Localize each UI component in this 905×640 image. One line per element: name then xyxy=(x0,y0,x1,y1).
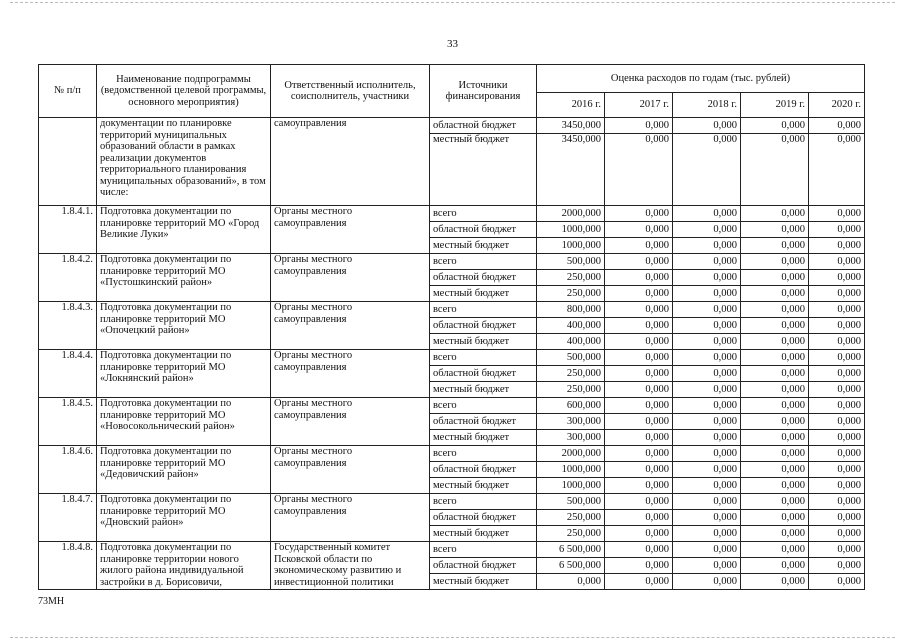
expense-value: 0,000 xyxy=(741,134,809,206)
expense-value: 0,000 xyxy=(673,350,741,366)
expense-value: 0,000 xyxy=(605,350,673,366)
header-sources: Источники финансирования xyxy=(430,65,537,118)
table-row xyxy=(39,302,865,318)
expense-value: 0,000 xyxy=(809,366,865,382)
expense-value: 0,000 xyxy=(673,430,741,446)
expense-value: 1000,000 xyxy=(537,462,605,478)
expense-value: 0,000 xyxy=(673,366,741,382)
expense-value: 0,000 xyxy=(673,134,741,206)
funding-source: всего xyxy=(430,542,537,558)
expense-value: 0,000 xyxy=(673,382,741,398)
expense-value: 0,000 xyxy=(673,318,741,334)
expense-value: 0,000 xyxy=(741,318,809,334)
funding-source: местный бюджет xyxy=(430,430,537,446)
expense-value: 250,000 xyxy=(537,382,605,398)
item-executor: Органы местного самоуправления xyxy=(271,446,430,494)
expense-value: 0,000 xyxy=(605,134,673,206)
expense-value: 0,000 xyxy=(605,494,673,510)
expense-value: 0,000 xyxy=(605,558,673,574)
funding-source: областной бюджет xyxy=(430,510,537,526)
expense-value: 3450,000 xyxy=(537,134,605,206)
expense-value: 0,000 xyxy=(605,286,673,302)
header-year: 2020 г. xyxy=(809,93,865,118)
expense-value: 0,000 xyxy=(741,366,809,382)
expense-value: 250,000 xyxy=(537,366,605,382)
table-row xyxy=(39,542,865,558)
expense-value: 0,000 xyxy=(605,414,673,430)
expense-value: 0,000 xyxy=(741,510,809,526)
expense-value: 0,000 xyxy=(605,478,673,494)
expense-value: 0,000 xyxy=(809,350,865,366)
expense-value: 0,000 xyxy=(673,494,741,510)
table-body xyxy=(39,118,865,590)
funding-source: областной бюджет xyxy=(430,558,537,574)
expense-value: 0,000 xyxy=(673,254,741,270)
expense-value: 0,000 xyxy=(673,558,741,574)
expense-value: 0,000 xyxy=(741,526,809,542)
table-row xyxy=(39,398,865,414)
item-name: Подготовка документации по планировке территорий МО «Новосокольнический район» xyxy=(97,398,271,446)
header-num: № п/п xyxy=(39,65,97,118)
expense-value: 0,000 xyxy=(741,382,809,398)
expense-value: 0,000 xyxy=(741,542,809,558)
expense-value: 0,000 xyxy=(809,134,865,206)
expense-value: 2000,000 xyxy=(537,446,605,462)
expense-value: 0,000 xyxy=(809,302,865,318)
funding-source: всего xyxy=(430,206,537,222)
expense-value: 0,000 xyxy=(809,430,865,446)
funding-source: местный бюджет xyxy=(430,478,537,494)
expense-value: 0,000 xyxy=(605,398,673,414)
item-executor: Государственный комитет Псковской области по экономическому развитию и инвестиционной политики xyxy=(271,542,430,590)
expense-value: 300,000 xyxy=(537,430,605,446)
expense-value: 250,000 xyxy=(537,510,605,526)
expense-value: 0,000 xyxy=(673,526,741,542)
scan-edge-bottom xyxy=(10,637,895,638)
funding-source: местный бюджет xyxy=(430,574,537,590)
item-name: Подготовка документации по планировке территорий МО «Город Великие Луки» xyxy=(97,206,271,254)
expense-value: 500,000 xyxy=(537,494,605,510)
expense-value: 0,000 xyxy=(673,206,741,222)
expense-value: 0,000 xyxy=(673,286,741,302)
expense-value: 0,000 xyxy=(605,254,673,270)
item-executor: Органы местного самоуправления xyxy=(271,254,430,302)
expense-value: 0,000 xyxy=(673,542,741,558)
item-executor: Органы местного самоуправления xyxy=(271,302,430,350)
table-row xyxy=(39,494,865,510)
expense-value: 0,000 xyxy=(673,270,741,286)
expense-value: 600,000 xyxy=(537,398,605,414)
expense-value: 0,000 xyxy=(673,118,741,134)
expense-value: 0,000 xyxy=(605,334,673,350)
expense-value: 0,000 xyxy=(605,302,673,318)
item-number: 1.8.4.6. xyxy=(39,446,97,494)
expense-value: 250,000 xyxy=(537,526,605,542)
expense-value: 0,000 xyxy=(673,574,741,590)
item-number: 1.8.4.8. xyxy=(39,542,97,590)
expense-value: 400,000 xyxy=(537,318,605,334)
expense-value: 0,000 xyxy=(809,446,865,462)
funding-source: местный бюджет xyxy=(430,238,537,254)
expense-value: 0,000 xyxy=(809,206,865,222)
funding-source: областной бюджет xyxy=(430,414,537,430)
expense-value: 0,000 xyxy=(605,430,673,446)
item-number: 1.8.4.1. xyxy=(39,206,97,254)
expense-value: 0,000 xyxy=(605,382,673,398)
expense-value: 0,000 xyxy=(809,462,865,478)
page-number: 33 xyxy=(447,38,458,50)
expense-value: 0,000 xyxy=(673,302,741,318)
expense-value: 0,000 xyxy=(809,542,865,558)
expense-value: 0,000 xyxy=(741,222,809,238)
funding-source: всего xyxy=(430,254,537,270)
header-year: 2019 г. xyxy=(741,93,809,118)
expense-value: 0,000 xyxy=(741,334,809,350)
funding-source: областной бюджет xyxy=(430,462,537,478)
expense-value: 0,000 xyxy=(741,414,809,430)
expense-value: 0,000 xyxy=(809,526,865,542)
item-executor: Органы местного самоуправления xyxy=(271,206,430,254)
expense-value: 0,000 xyxy=(809,382,865,398)
expense-value: 0,000 xyxy=(605,270,673,286)
expense-value: 0,000 xyxy=(741,478,809,494)
expense-value: 0,000 xyxy=(741,206,809,222)
item-name: документации по планировке территорий муниципальных образований области в рамках реализации документов территориального планирования муниципальных образований», в том числе: xyxy=(97,118,271,206)
item-name: Подготовка документации по планировке территорий МО «Дновский район» xyxy=(97,494,271,542)
expense-value: 0,000 xyxy=(741,558,809,574)
table-row xyxy=(39,254,865,270)
header-estimate: Оценка расходов по годам (тыс. рублей) xyxy=(537,65,865,93)
expense-value: 0,000 xyxy=(809,238,865,254)
funding-source: всего xyxy=(430,302,537,318)
expense-value: 300,000 xyxy=(537,414,605,430)
expense-value: 0,000 xyxy=(605,366,673,382)
expense-value: 3450,000 xyxy=(537,118,605,134)
header-year: 2016 г. xyxy=(537,93,605,118)
expense-value: 0,000 xyxy=(673,462,741,478)
expense-value: 0,000 xyxy=(605,318,673,334)
expense-value: 0,000 xyxy=(673,510,741,526)
expense-value: 0,000 xyxy=(809,334,865,350)
expense-value: 0,000 xyxy=(673,334,741,350)
expense-value: 0,000 xyxy=(605,118,673,134)
expense-value: 2000,000 xyxy=(537,206,605,222)
funding-source: всего xyxy=(430,350,537,366)
expense-value: 0,000 xyxy=(809,254,865,270)
expense-value: 0,000 xyxy=(673,222,741,238)
expense-value: 0,000 xyxy=(741,238,809,254)
expense-value: 500,000 xyxy=(537,350,605,366)
expense-value: 0,000 xyxy=(809,494,865,510)
item-number: 1.8.4.5. xyxy=(39,398,97,446)
expense-value: 0,000 xyxy=(741,350,809,366)
expenditure-table xyxy=(38,64,865,590)
expense-value: 0,000 xyxy=(605,222,673,238)
expense-value: 800,000 xyxy=(537,302,605,318)
expense-value: 0,000 xyxy=(741,118,809,134)
table-row xyxy=(39,446,865,462)
funding-source: местный бюджет xyxy=(430,134,537,206)
header-year: 2017 г. xyxy=(605,93,673,118)
item-name: Подготовка документации по планировке территорий МО «Локнянский район» xyxy=(97,350,271,398)
expense-value: 250,000 xyxy=(537,286,605,302)
expense-value: 0,000 xyxy=(741,462,809,478)
scan-edge-top xyxy=(10,2,895,3)
funding-source: всего xyxy=(430,494,537,510)
item-number xyxy=(39,118,97,206)
expense-value: 1000,000 xyxy=(537,222,605,238)
item-number: 1.8.4.3. xyxy=(39,302,97,350)
expense-value: 0,000 xyxy=(741,574,809,590)
expense-value: 0,000 xyxy=(741,254,809,270)
footer-code: 73МН xyxy=(38,596,65,607)
expense-value: 0,000 xyxy=(809,478,865,494)
item-executor: Органы местного самоуправления xyxy=(271,350,430,398)
funding-source: местный бюджет xyxy=(430,382,537,398)
table-row xyxy=(39,118,865,134)
item-number: 1.8.4.4. xyxy=(39,350,97,398)
expense-value: 0,000 xyxy=(809,222,865,238)
table-row xyxy=(39,206,865,222)
expense-value: 0,000 xyxy=(673,478,741,494)
item-name: Подготовка документации по планировке территорий МО «Дедовичский район» xyxy=(97,446,271,494)
table-row xyxy=(39,350,865,366)
funding-source: областной бюджет xyxy=(430,366,537,382)
expense-value: 0,000 xyxy=(741,270,809,286)
expense-value: 0,000 xyxy=(605,526,673,542)
expense-value: 0,000 xyxy=(605,510,673,526)
header-year: 2018 г. xyxy=(673,93,741,118)
expense-value: 6 500,000 xyxy=(537,542,605,558)
header-executor: Ответственный исполнитель, соисполнитель, участники xyxy=(271,65,430,118)
expense-value: 0,000 xyxy=(741,398,809,414)
expense-value: 0,000 xyxy=(605,574,673,590)
expense-value: 0,000 xyxy=(809,270,865,286)
item-number: 1.8.4.7. xyxy=(39,494,97,542)
expense-value: 0,000 xyxy=(809,118,865,134)
funding-source: местный бюджет xyxy=(430,334,537,350)
expense-value: 1000,000 xyxy=(537,238,605,254)
expense-value: 0,000 xyxy=(741,302,809,318)
funding-source: всего xyxy=(430,446,537,462)
expense-value: 0,000 xyxy=(809,414,865,430)
funding-source: местный бюджет xyxy=(430,526,537,542)
expense-value: 0,000 xyxy=(605,446,673,462)
expense-value: 0,000 xyxy=(809,318,865,334)
funding-source: местный бюджет xyxy=(430,286,537,302)
expense-value: 6 500,000 xyxy=(537,558,605,574)
expense-value: 0,000 xyxy=(809,398,865,414)
expense-value: 250,000 xyxy=(537,270,605,286)
funding-source: областной бюджет xyxy=(430,270,537,286)
expense-value: 0,000 xyxy=(537,574,605,590)
expense-value: 0,000 xyxy=(809,574,865,590)
header-name: Наименование подпрограммы (ведомственной целевой программы, основного мероприятия) xyxy=(97,65,271,118)
item-executor: самоуправления xyxy=(271,118,430,206)
item-executor: Органы местного самоуправления xyxy=(271,398,430,446)
header-row-1 xyxy=(39,65,865,93)
expense-value: 0,000 xyxy=(741,446,809,462)
expense-value: 0,000 xyxy=(605,542,673,558)
item-name: Подготовка документации по планировке территорий МО «Опочецкий район» xyxy=(97,302,271,350)
funding-source: всего xyxy=(430,398,537,414)
item-name: Подготовка документации по планировке территории нового жилого района индивидуальной застройки в д. Борисовичи, xyxy=(97,542,271,590)
expense-value: 0,000 xyxy=(809,286,865,302)
expense-value: 1000,000 xyxy=(537,478,605,494)
expense-value: 0,000 xyxy=(673,414,741,430)
funding-source: областной бюджет xyxy=(430,222,537,238)
funding-source: областной бюджет xyxy=(430,118,537,134)
expense-value: 0,000 xyxy=(741,430,809,446)
expense-value: 0,000 xyxy=(673,238,741,254)
expense-value: 0,000 xyxy=(809,510,865,526)
expense-value: 0,000 xyxy=(605,462,673,478)
expense-value: 0,000 xyxy=(673,446,741,462)
expense-value: 500,000 xyxy=(537,254,605,270)
expense-value: 400,000 xyxy=(537,334,605,350)
expense-value: 0,000 xyxy=(605,206,673,222)
expense-value: 0,000 xyxy=(673,398,741,414)
item-executor: Органы местного самоуправления xyxy=(271,494,430,542)
expense-value: 0,000 xyxy=(605,238,673,254)
item-number: 1.8.4.2. xyxy=(39,254,97,302)
expense-value: 0,000 xyxy=(809,558,865,574)
item-name: Подготовка документации по планировке территорий МО «Пустошкинский район» xyxy=(97,254,271,302)
expense-value: 0,000 xyxy=(741,494,809,510)
funding-source: областной бюджет xyxy=(430,318,537,334)
expense-value: 0,000 xyxy=(741,286,809,302)
